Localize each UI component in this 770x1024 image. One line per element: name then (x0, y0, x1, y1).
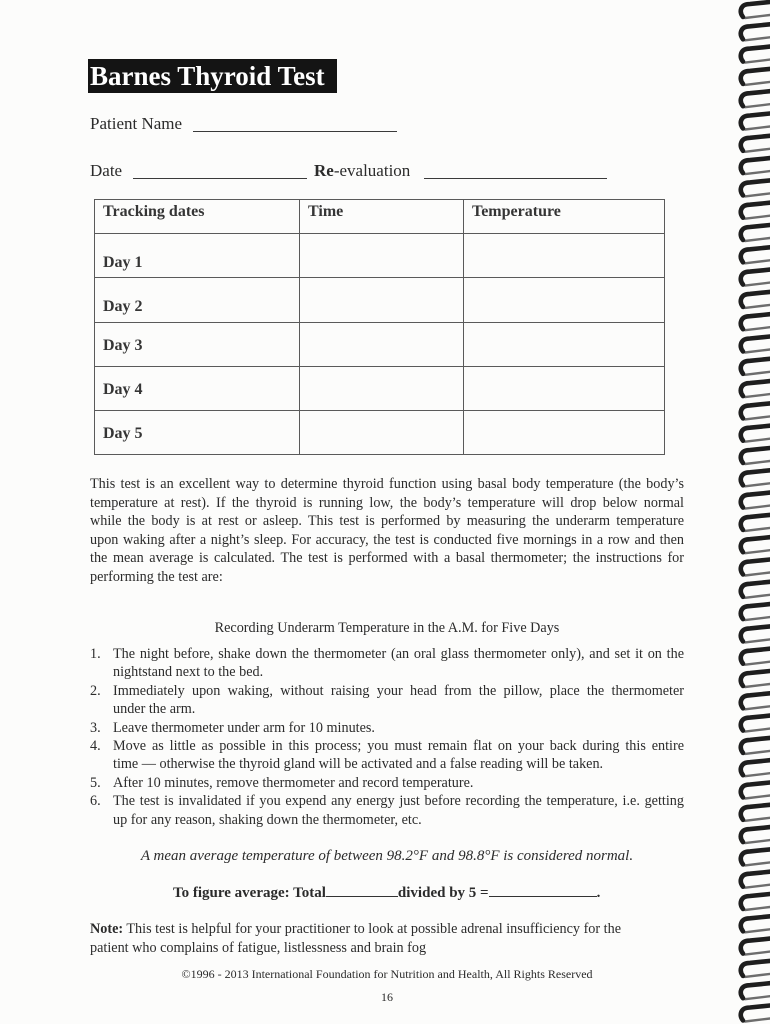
binding-coil-shadow (745, 706, 770, 709)
binding-coil-shadow (745, 550, 770, 553)
reevaluation-label-bold: Re (314, 161, 334, 180)
item-text-line: time — otherwise the thyroid gland will be activated and a false reading will be taken. (113, 756, 604, 773)
binding-coil-shadow (745, 483, 770, 486)
instruction-item-5 (90, 774, 684, 792)
item-text-line: under the arm. (113, 701, 196, 718)
binding-coil (741, 136, 770, 152)
item-text-line: Leave thermometer under arm for 10 minutes. (113, 719, 375, 736)
binding-coil-shadow (745, 974, 770, 977)
binding-coil (741, 24, 770, 40)
table-row (95, 323, 665, 367)
binding-coil-shadow (745, 929, 770, 932)
binding-coil (741, 337, 770, 353)
table-body (95, 200, 665, 455)
binding-coil-shadow (745, 37, 770, 40)
item-text-line: Move as little as possible in this process; you must remain flat on your back during this entire (113, 737, 684, 754)
day-label-5: Day 5 (95, 411, 300, 455)
binding-coil-shadow (745, 350, 770, 353)
day-label-2: Day 2 (95, 278, 300, 323)
intro-line: while the body is at rest or asleep. This test is performed by measuring the underarm temperature (90, 513, 684, 530)
binding-coil (741, 626, 770, 642)
binding-coil (741, 872, 770, 888)
temperature-cell-day-1[interactable] (464, 234, 665, 278)
reevaluation-field[interactable] (424, 178, 607, 179)
header-tracking-dates: Tracking dates (95, 200, 300, 234)
binding-coil-shadow (745, 171, 770, 174)
binding-coil (741, 671, 770, 687)
item-number: 1. (90, 646, 101, 662)
date-label: Date (90, 161, 123, 180)
binding-coil (741, 649, 770, 665)
binding-coil (741, 381, 770, 397)
binding-coil (741, 582, 770, 598)
binding-coil-shadow (745, 662, 770, 665)
item-text-line: After 10 minutes, remove thermometer and record temperature. (113, 774, 474, 791)
binding-coil (741, 693, 770, 709)
binding-coil (741, 1006, 770, 1022)
table-row (95, 278, 665, 323)
binding-coil-shadow (745, 193, 770, 196)
patient-name-label: Patient Name (90, 114, 183, 133)
binding-coil-shadow (745, 149, 770, 152)
binding-coil-shadow (745, 260, 770, 263)
binding-coil (741, 983, 770, 999)
binding-coil (741, 158, 770, 174)
binding-coil (741, 515, 770, 531)
tracking-table (94, 199, 665, 455)
time-cell-day-5[interactable] (300, 411, 464, 455)
binding-coil (741, 180, 770, 196)
average-formula-label: To figure average: Total (173, 885, 326, 901)
binding-coil-shadow (745, 506, 770, 509)
spiral-binding-icon (730, 0, 770, 1024)
time-cell-day-3[interactable] (300, 323, 464, 367)
binding-coil-shadow (745, 60, 770, 63)
binding-coil-shadow (745, 528, 770, 531)
note-paragraph (90, 920, 690, 958)
binding-coil (741, 760, 770, 776)
time-cell-day-1[interactable] (300, 234, 464, 278)
instruction-item-6 (90, 792, 684, 829)
binding-coil (741, 314, 770, 330)
table-row (95, 411, 665, 455)
binding-coil-shadow (745, 372, 770, 375)
binding-coil-shadow (745, 840, 770, 843)
binding-coil-shadow (745, 1019, 770, 1022)
binding-coil-shadow (745, 639, 770, 642)
item-number: 6. (90, 793, 101, 810)
binding-coil (741, 939, 770, 955)
item-number: 5. (90, 774, 101, 791)
binding-coil (741, 894, 770, 910)
item-number: 4. (90, 737, 101, 754)
instruction-item-1 (90, 645, 684, 682)
binding-coil-shadow (745, 416, 770, 419)
average-result-blank-field[interactable] (489, 884, 597, 897)
binding-coil-shadow (745, 751, 770, 754)
binding-coil (741, 247, 770, 263)
reevaluation-label-rest: -evaluation (333, 161, 411, 180)
binding-coil-shadow (745, 573, 770, 576)
table-header-row (95, 200, 665, 234)
temperature-cell-day-5[interactable] (464, 411, 665, 455)
day-label-3: Day 3 (95, 323, 300, 367)
temperature-cell-day-4[interactable] (464, 367, 665, 411)
binding-coil-shadow (745, 773, 770, 776)
binding-coil-shadow (745, 327, 770, 330)
intro-line: performing the test are: (90, 568, 223, 585)
binding-coil (741, 448, 770, 464)
binding-coil (741, 47, 770, 63)
item-number: 2. (90, 682, 101, 699)
binding-coil (741, 783, 770, 799)
binding-coil-shadow (745, 15, 770, 18)
header-time: Time (300, 200, 464, 234)
binding-coil (741, 537, 770, 553)
instructions-list (90, 645, 684, 829)
binding-coil (741, 716, 770, 732)
binding-coil-shadow (745, 907, 770, 910)
page-number: 16 (381, 990, 393, 1004)
binding-coil (741, 2, 770, 18)
binding-coil-shadow (745, 996, 770, 999)
binding-coil (741, 114, 770, 130)
total-blank-field[interactable] (326, 884, 398, 897)
temperature-cell-day-3[interactable] (464, 323, 665, 367)
binding-coil (741, 849, 770, 865)
instruction-item-4 (90, 737, 684, 774)
instruction-item-3 (90, 719, 684, 737)
header-temperature: Temperature (464, 200, 665, 234)
binding-coil (741, 827, 770, 843)
binding-coil (741, 403, 770, 419)
average-formula (173, 884, 600, 902)
intro-line: upon waking after a night’s sleep. For accuracy, the test is conducted five mornings in a row and then (90, 531, 684, 548)
intro-line: temperature at rest). If the thyroid is running low, the body’s temperature will drop below normal (90, 494, 684, 511)
binding-coil-shadow (745, 818, 770, 821)
binding-coil (741, 961, 770, 977)
instructions-heading: Recording Underarm Temperature in the A.M. for Five Days (214, 620, 560, 636)
binding-coil-shadow (745, 216, 770, 219)
binding-coil-shadow (745, 305, 770, 308)
binding-coil (741, 91, 770, 107)
binding-coil-shadow (745, 439, 770, 442)
copyright-notice: ©1996 - 2013 International Foundation for Nutrition and Health, All Rights Reserved (181, 967, 593, 981)
binding-coil-shadow (745, 729, 770, 732)
binding-coil-shadow (745, 862, 770, 865)
binding-coil (741, 805, 770, 821)
normal-range-statement: A mean average temperature of between 98.2°F and 98.8°F is considered normal. (140, 848, 634, 864)
day-label-1: Day 1 (95, 234, 300, 278)
binding-coil (741, 560, 770, 576)
item-text-line: up for any reason, shaking down the thermometer, etc. (113, 811, 422, 828)
binding-coil-shadow (745, 617, 770, 620)
binding-coil-shadow (745, 885, 770, 888)
binding-coil (741, 470, 770, 486)
note-text: This test is helpful for your practitioner to look at possible adrenal insufficiency for the (126, 921, 621, 937)
binding-coil (741, 493, 770, 509)
patient-name-field[interactable] (193, 131, 397, 132)
item-text-line: The test is invalidated if you expend any energy just before recording the temperature, i.e. getting (113, 793, 684, 810)
note-label: Note: (90, 921, 124, 937)
intro-line: the mean average is calculated. The test is performed with a basal thermometer; the instructions for (90, 550, 684, 567)
binding-coil (741, 738, 770, 754)
average-formula-end: . (596, 885, 601, 901)
binding-coil-shadow (745, 127, 770, 130)
binding-coil (741, 225, 770, 241)
binding-coil (741, 426, 770, 442)
binding-coil-shadow (745, 394, 770, 397)
binding-coil-shadow (745, 238, 770, 241)
intro-line: This test is an excellent way to determine thyroid function using basal body temperature (the body’s (90, 476, 684, 492)
item-text-line: nightstand next to the bed. (113, 664, 264, 681)
time-cell-day-2[interactable] (300, 278, 464, 323)
reevaluation-label (314, 161, 410, 181)
binding-coil-shadow (745, 283, 770, 286)
binding-coil (741, 203, 770, 219)
binding-coil (741, 270, 770, 286)
table-row (95, 234, 665, 278)
item-number: 3. (90, 719, 101, 736)
binding-coil-shadow (745, 82, 770, 85)
average-formula-divider: divided by 5 = (397, 885, 489, 901)
binding-coil-shadow (745, 461, 770, 464)
binding-coil-shadow (745, 796, 770, 799)
binding-coil-shadow (745, 684, 770, 687)
binding-coil (741, 292, 770, 308)
binding-coil-shadow (745, 104, 770, 107)
binding-coil-shadow (745, 952, 770, 955)
binding-coil (741, 604, 770, 620)
item-text-line: Immediately upon waking, without raising your head from the pillow, place the thermometer (113, 682, 684, 699)
binding-coil (741, 359, 770, 375)
table-row (95, 367, 665, 411)
intro-paragraph (90, 475, 684, 587)
day-label-4: Day 4 (95, 367, 300, 411)
time-cell-day-4[interactable] (300, 367, 464, 411)
note-line (90, 920, 690, 939)
binding-coil-shadow (745, 595, 770, 598)
temperature-cell-day-2[interactable] (464, 278, 665, 323)
date-field[interactable] (133, 178, 307, 179)
binding-coil (741, 916, 770, 932)
note-line: patient who complains of fatigue, listlessness and brain fog (90, 940, 427, 956)
item-text-line: The night before, shake down the thermometer (an oral glass thermometer only), and set it on the (113, 646, 684, 662)
instruction-item-2 (90, 682, 684, 719)
binding-coil (741, 69, 770, 85)
page-title: Barnes Thyroid Test (88, 59, 337, 93)
